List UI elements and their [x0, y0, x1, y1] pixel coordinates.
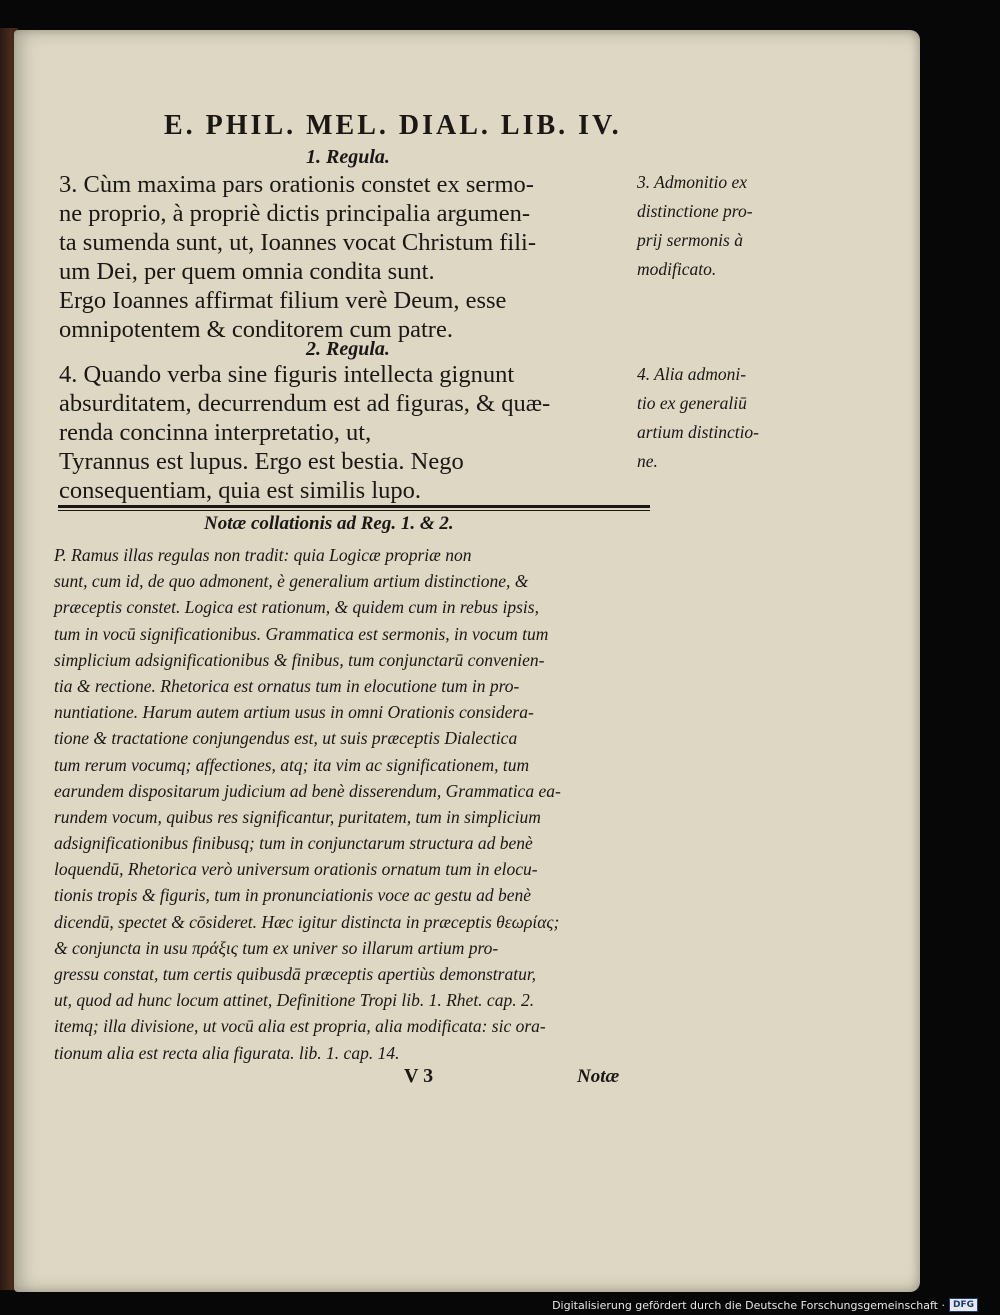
rule-1-text [59, 170, 649, 344]
notes-line: adsignificationibus finibusq; tum in conjunctarum structura ad benè [54, 833, 533, 854]
dfg-logo-icon: DFG [949, 1298, 978, 1312]
catchword: Notæ [577, 1066, 620, 1087]
text-line: 3. Cùm maxima pars orationis constet ex sermo- [59, 171, 534, 198]
book-page [14, 30, 920, 1292]
notes-line: sunt, cum id, de quo admonent, è generalium artium distinctione, & [54, 571, 529, 592]
text-line: Tyrannus est lupus. Ergo est bestia. Nego [59, 448, 464, 475]
horizontal-rule [58, 505, 650, 508]
margin-note-3 [637, 168, 827, 284]
notes-line: & conjuncta in usu πράξις tum ex univer so illarum artium pro- [54, 937, 499, 958]
notes-line: nuntiatione. Harum autem artium usus in omni Orationis considera- [54, 702, 534, 723]
notes-line: rundem vocum, quibus res significantur, puritatem, tum in simplicium [54, 806, 541, 827]
notes-line: tione & tractatione conjungendus est, ut suis præceptis Dialectica [54, 728, 518, 749]
text-line: consequentiam, quia est similis lupo. [59, 477, 422, 504]
notes-line: præceptis constet. Logica est rationum, & quidem cum in rebus ipsis, [54, 597, 539, 618]
note-line: artium distinctio- [637, 422, 760, 442]
notes-line: P. Ramus illas regulas non tradit: quia Logicæ propriæ non [54, 545, 472, 565]
notes-line: tum rerum vocumq; affectiones, atq; ita vim ac significationem, tum [54, 754, 530, 775]
notes-line: tum in vocū significationibus. Grammatica est sermonis, in vocum tum [54, 623, 549, 644]
notes-line: tionis tropis & figuris, tum in pronunciationis voce ac gestu ad benè [54, 885, 532, 906]
notes-line: dicendū, spectet & cōsideret. Hæc igitur distincta in præceptis θεωρίας; [54, 911, 560, 932]
notes-line: earundem dispositarum judicium ad benè disserendum, Grammatica ea- [54, 780, 561, 801]
rule-1-label: 1. Regula. [306, 146, 390, 168]
note-line: distinctione pro- [637, 201, 753, 221]
footer-text: Digitalisierung gefördert durch die Deutsche Forschungsgemeinschaft · [552, 1298, 945, 1312]
footer-credit [552, 1298, 978, 1312]
notes-line: ut, quod ad hunc locum attinet, Definitione Tropi lib. 1. Rhet. cap. 2. [54, 990, 535, 1011]
text-line: um Dei, per quem omnia condita sunt. [59, 258, 435, 285]
note-line: prij sermonis à [637, 230, 743, 250]
notes-text [54, 542, 654, 1066]
text-line: renda concinna interpretatio, ut, [59, 419, 372, 446]
notes-line: loquendū, Rhetorica verò universum orationis ornatum tum in elocu- [54, 859, 538, 880]
notes-title: Notæ collationis ad Reg. 1. & 2. [204, 513, 454, 534]
notes-line: simplicium adsignificationibus & finibus, tum conjunctarū convenien- [54, 649, 545, 670]
text-line: absurditatem, decurrendum est ad figuras, & quæ- [59, 390, 551, 417]
running-header: E. PHIL. MEL. DIAL. LIB. IV. [164, 110, 622, 141]
note-line: 3. Admonitio ex [637, 172, 748, 192]
horizontal-rule-thin [58, 510, 650, 511]
rule-2-label: 2. Regula. [306, 338, 390, 360]
text-line: omnipotentem & conditorem cum patre. [59, 316, 453, 343]
text-line: ne proprio, à propriè dictis principalia argumen- [59, 200, 531, 227]
text-line: Ergo Ioannes affirmat filium verè Deum, esse [59, 287, 507, 314]
notes-line: tia & rectione. Rhetorica est ornatus tum in elocutione tum in pro- [54, 675, 520, 696]
margin-note-4 [637, 360, 827, 476]
signature-mark: V 3 [404, 1065, 434, 1087]
note-line: 4. Alia admoni- [637, 364, 747, 384]
text-line: 4. Quando verba sine figuris intellecta gignunt [59, 361, 515, 388]
note-line: ne. [637, 451, 658, 471]
notes-line: itemq; illa divisione, ut vocū alia est propria, alia modificata: sic ora- [54, 1016, 546, 1037]
notes-line: gressu constat, tum certis quibusdā præceptis apertiùs demonstratur, [54, 964, 537, 984]
note-line: modificato. [637, 259, 717, 279]
notes-line: tionum alia est recta alia figurata. lib. 1. cap. 14. [54, 1042, 400, 1063]
note-line: tio ex generaliū [637, 393, 747, 413]
rule-2-text [59, 360, 649, 505]
text-line: ta sumenda sunt, ut, Ioannes vocat Christum fili- [59, 229, 536, 256]
